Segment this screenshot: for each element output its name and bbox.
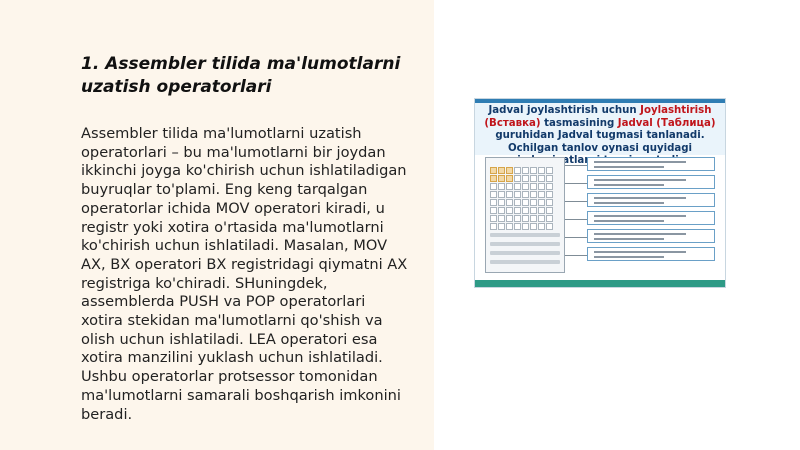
grid-cell (538, 199, 545, 206)
grid-cell (514, 175, 521, 182)
grid-cell (522, 215, 529, 222)
grid-cell (506, 175, 513, 182)
body-line: buyruqlar to'plami. Eng keng tarqalgan (81, 181, 368, 199)
grid-cell (546, 183, 553, 190)
thumb-text: guruhidan Jadval tugmasi tanlanadi. (495, 130, 705, 141)
grid-cell (490, 215, 497, 222)
grid-cell (506, 215, 513, 222)
title-line-2: uzatish operatorlari (81, 77, 272, 97)
grid-cell (538, 175, 545, 182)
grid-cell (498, 167, 505, 174)
grid-cell (514, 167, 521, 174)
grid-cell (546, 223, 553, 230)
callout-box (587, 157, 715, 171)
callout-box (587, 175, 715, 189)
grid-cell (522, 175, 529, 182)
body-line: xotira stekidan ma'lumotlarni qo'shish va (81, 312, 383, 330)
grid-cell (538, 183, 545, 190)
grid-cell (514, 215, 521, 222)
grid-cell (522, 199, 529, 206)
callout-box (587, 247, 715, 261)
body-line: xotira manzilini yuklash uchun ishlatiladi. (81, 349, 383, 367)
thumbnail-callouts (587, 157, 715, 265)
grid-cell (490, 191, 497, 198)
grid-cell (530, 223, 537, 230)
callout-box (587, 193, 715, 207)
grid-cell (506, 207, 513, 214)
body-line: Ushbu operatorlar protsessor tomonidan (81, 368, 378, 386)
grid-cell (530, 215, 537, 222)
body-line: olish uchun ishlatiladi. LEA operatori esa (81, 330, 378, 348)
grid-cell (498, 223, 505, 230)
callout-connector (565, 165, 587, 166)
grid-cell (498, 183, 505, 190)
grid-cell (498, 207, 505, 214)
grid-cell (514, 183, 521, 190)
grid-cell (538, 223, 545, 230)
callout-connector (565, 183, 587, 184)
menu-line (490, 251, 560, 255)
body-line: registriga ko'chiradi. SHuningdek, (81, 274, 328, 292)
grid-cell (538, 207, 545, 214)
grid-cell (490, 183, 497, 190)
menu-line (490, 242, 560, 246)
menu-line (490, 233, 560, 237)
body-line: beradi. (81, 405, 133, 423)
body-line: ko'chirish uchun ishlatiladi. Masalan, MOV (81, 237, 388, 255)
grid-cell (490, 199, 497, 206)
grid-cell (490, 207, 497, 214)
callout-box (587, 229, 715, 243)
grid-cell (522, 183, 529, 190)
grid-cell (490, 167, 497, 174)
grid-cell (530, 199, 537, 206)
thumb-text: Ochilgan tanlov oynasi quyidagi (507, 142, 693, 154)
thumbnail-footer (475, 280, 725, 287)
grid-cell (506, 183, 513, 190)
grid-cell (522, 191, 529, 198)
body-line: assemblerda PUSH va POP operatorlari (81, 293, 366, 311)
grid-cell (530, 191, 537, 198)
grid-cell (530, 167, 537, 174)
body-line: ma'lumotlarni samarali boshqarish imkonini (81, 386, 401, 404)
grid-cell (498, 199, 505, 206)
thumb-highlight: (Вставка) (484, 117, 541, 129)
title-line-1: 1. Assembler tilida ma'lumotlarni (81, 54, 401, 74)
grid-cell (546, 175, 553, 182)
grid-cell (522, 207, 529, 214)
callout-connector (565, 201, 587, 202)
grid-cell (514, 191, 521, 198)
callout-connector (565, 237, 587, 238)
body-line: Assembler tilida ma'lumotlarni uzatish (81, 125, 362, 142)
body-line: ikkinchi joyga ko'chirish uchun ishlatiladigan (81, 162, 407, 180)
grid-cell (530, 175, 537, 182)
grid-cell (538, 167, 545, 174)
grid-cell (514, 199, 521, 206)
grid-cell (546, 215, 553, 222)
slide-thumbnail-image (474, 98, 726, 288)
callout-connector (565, 255, 587, 256)
grid-cell (546, 191, 553, 198)
grid-menu-items (490, 233, 560, 269)
grid-cell (514, 207, 521, 214)
body-line: AX, BX operatori BX registridagi qiymatni AX (81, 255, 408, 273)
thumb-text: tasmasining (540, 117, 618, 129)
thumb-highlight: Jadval (Таблица) (617, 117, 716, 129)
grid-cell (538, 215, 545, 222)
grid-cell (506, 191, 513, 198)
body-line: operatorlari – bu ma'lumotlarni bir joydan (81, 143, 386, 161)
grid-cell (530, 183, 537, 190)
grid-cell (546, 167, 553, 174)
grid-cell (530, 207, 537, 214)
grid-cell (506, 199, 513, 206)
grid-cell (498, 175, 505, 182)
grid-cell (506, 223, 513, 230)
body-line: operatorlar ichida MOV operatori kiradi, u (81, 199, 385, 217)
grid-cell (522, 223, 529, 230)
callout-box (587, 211, 715, 225)
grid-cell (506, 167, 513, 174)
grid-cell (546, 199, 553, 206)
grid-cell (522, 167, 529, 174)
menu-line (490, 260, 560, 264)
grid-cells (490, 167, 553, 230)
slide-body (81, 125, 421, 424)
table-insert-grid (485, 157, 565, 273)
grid-cell (498, 191, 505, 198)
grid-cell (490, 175, 497, 182)
thumbnail-header-text (475, 103, 725, 155)
grid-cell (538, 191, 545, 198)
thumb-text: Jadval joylashtirish uchun (488, 105, 641, 116)
body-line: registr yoki xotira o'rtasida ma'lumotlarni (81, 218, 384, 236)
grid-cell (546, 207, 553, 214)
slide-title (81, 53, 421, 99)
grid-cell (490, 223, 497, 230)
callout-connector (565, 219, 587, 220)
grid-cell (514, 223, 521, 230)
grid-cell (498, 215, 505, 222)
thumb-highlight: Joylashtirish (640, 105, 712, 116)
